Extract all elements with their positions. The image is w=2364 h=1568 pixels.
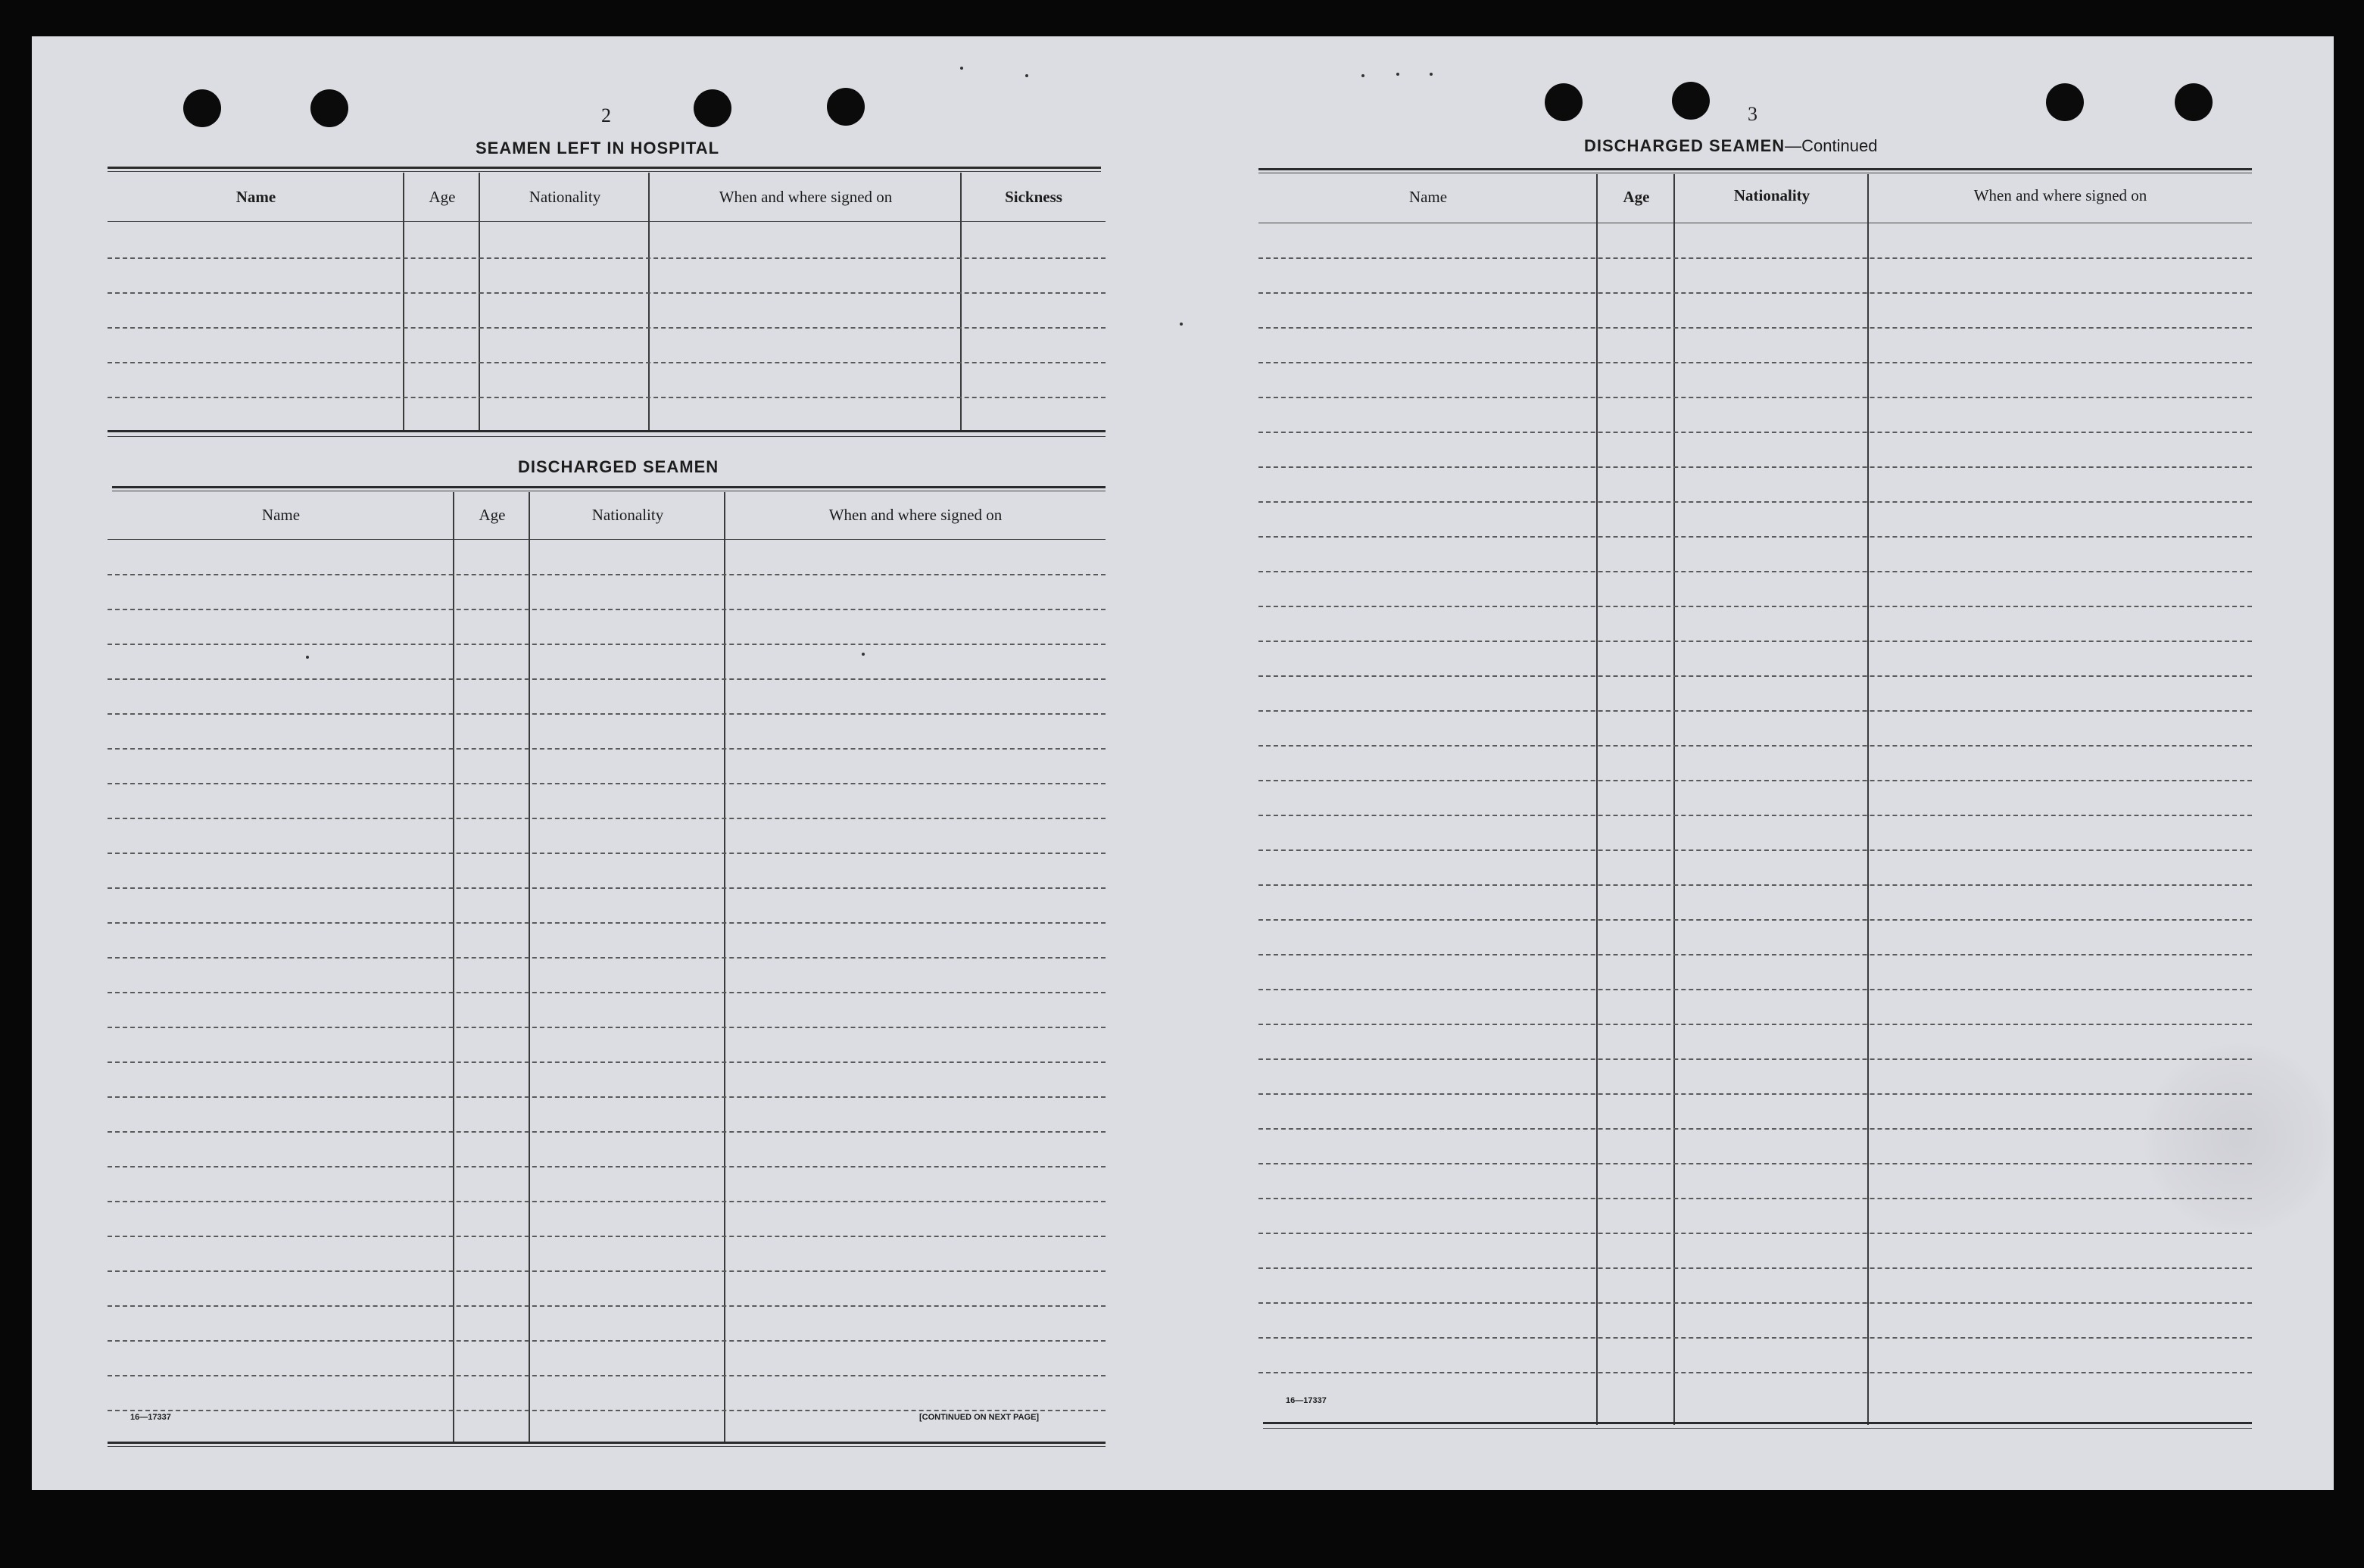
discharged-entry-line <box>108 644 1106 645</box>
punch-hole <box>827 88 865 126</box>
hospital-top-rule <box>108 167 1101 169</box>
right-entry-line <box>1258 1198 2252 1199</box>
dust-speck <box>862 653 865 656</box>
discharged-entry-line <box>108 678 1106 680</box>
punch-hole <box>694 89 731 127</box>
right-entry-line <box>1258 954 2252 955</box>
hospital-entry-line <box>108 327 1106 329</box>
discharged-entry-line <box>108 1201 1106 1202</box>
discharged-entry-line <box>108 1027 1106 1028</box>
discharged-header-name: Name <box>261 506 301 524</box>
discharged-continued-title <box>1584 136 1877 156</box>
punch-hole <box>1545 83 1583 121</box>
dust-speck <box>306 656 309 659</box>
hospital-entry-line <box>108 362 1106 363</box>
discharged-entry-line <box>108 992 1106 993</box>
right-entry-line <box>1258 675 2252 677</box>
punch-hole <box>2175 83 2213 121</box>
discharged-entry-line <box>108 609 1106 610</box>
right-entry-line <box>1258 884 2252 886</box>
right-entry-line <box>1258 362 2252 363</box>
right-header-signed-on: When and where signed on <box>1973 186 2147 204</box>
discharged-header-nationality: Nationality <box>591 506 664 524</box>
right-entry-line <box>1258 432 2252 433</box>
right-entry-line <box>1258 710 2252 712</box>
discharged-entry-line <box>108 713 1106 715</box>
right-entry-line <box>1258 1267 2252 1269</box>
right-entry-line <box>1258 1128 2252 1130</box>
hospital-entry-line <box>108 292 1106 294</box>
right-entry-line <box>1258 327 2252 329</box>
right-entry-line <box>1258 606 2252 607</box>
discharged-entry-line <box>108 1375 1106 1376</box>
right-entry-line <box>1258 641 2252 642</box>
right-top-rule <box>1258 168 2252 170</box>
right-entry-line <box>1258 292 2252 294</box>
dust-speck <box>1180 323 1183 326</box>
hospital-header-name: Name <box>235 188 276 206</box>
discharged-header-signed-on: When and where signed on <box>828 506 1003 524</box>
right-entry-line <box>1258 780 2252 781</box>
discharged-continued-title-main: DISCHARGED SEAMEN <box>1584 136 1785 155</box>
dust-speck <box>1430 73 1433 76</box>
right-entry-line <box>1258 1302 2252 1304</box>
discharged-entry-line <box>108 853 1106 854</box>
hospital-header-age: Age <box>429 188 456 206</box>
hospital-bottom-rule <box>108 430 1106 432</box>
punch-hole <box>2046 83 2084 121</box>
hospital-header-sickness: Sickness <box>1005 188 1062 206</box>
discharged-entry-line <box>108 1270 1106 1272</box>
hospital-header-signed-on: When and where signed on <box>719 188 893 206</box>
right-entry-line <box>1258 849 2252 851</box>
right-entry-line <box>1258 536 2252 538</box>
discharged-entry-line <box>108 1236 1106 1237</box>
left-form-number: 16—17337 <box>130 1413 171 1422</box>
right-entry-line <box>1258 571 2252 572</box>
discharged-entry-line <box>108 957 1106 959</box>
right-entry-line <box>1258 257 2252 259</box>
right-entry-line <box>1258 397 2252 398</box>
discharged-entry-line <box>108 1096 1106 1098</box>
right-entry-line <box>1258 1233 2252 1234</box>
discharged-section-title: DISCHARGED SEAMEN <box>518 457 719 476</box>
right-header-name: Name <box>1408 188 1448 206</box>
right-entry-line <box>1258 1093 2252 1095</box>
discharged-entry-line <box>108 887 1106 889</box>
right-entry-line <box>1258 815 2252 816</box>
right-entry-line <box>1258 501 2252 503</box>
discharged-entry-line <box>108 748 1106 750</box>
right-entry-line <box>1258 919 2252 921</box>
discharged-entry-line <box>108 1131 1106 1133</box>
faded-stamp-mark <box>2137 1043 2341 1233</box>
discharged-header-rule <box>108 539 1106 540</box>
right-entry-line <box>1258 1058 2252 1060</box>
left-page-number: 2 <box>601 104 611 126</box>
right-entry-line <box>1258 1163 2252 1164</box>
continued-note: [CONTINUED ON NEXT PAGE] <box>919 1413 1040 1422</box>
discharged-entry-line <box>108 1305 1106 1307</box>
hospital-header-nationality: Nationality <box>529 188 601 206</box>
right-page-number: 3 <box>1748 103 1757 125</box>
discharged-bottom-rule <box>108 1442 1106 1444</box>
discharged-continued-title-sub: —Continued <box>1785 136 1878 155</box>
discharged-entry-line <box>108 1410 1106 1411</box>
scanned-form-page-spread <box>32 36 2334 1490</box>
hospital-entry-line <box>108 397 1106 398</box>
right-header-age: Age <box>1623 188 1650 206</box>
discharged-entry-line <box>108 1166 1106 1167</box>
dust-speck <box>960 67 963 70</box>
right-entry-line <box>1258 1372 2252 1373</box>
discharged-header-age: Age <box>479 506 506 524</box>
discharged-top-rule <box>112 486 1106 488</box>
dust-speck <box>1361 74 1364 77</box>
right-form-number: 16—17337 <box>1286 1396 1327 1405</box>
right-header-nationality: Nationality <box>1733 186 1810 204</box>
dust-speck <box>1396 73 1399 76</box>
right-entry-line <box>1258 1337 2252 1339</box>
right-bottom-rule <box>1263 1422 2252 1424</box>
punch-hole <box>183 89 221 127</box>
discharged-entry-line <box>108 818 1106 819</box>
discharged-entry-line <box>108 922 1106 924</box>
discharged-entry-line <box>108 1061 1106 1063</box>
discharged-entry-line <box>108 574 1106 575</box>
hospital-header-rule <box>108 221 1106 222</box>
right-entry-line <box>1258 466 2252 468</box>
right-entry-line <box>1258 1024 2252 1025</box>
discharged-entry-line <box>108 783 1106 784</box>
right-entry-line <box>1258 989 2252 990</box>
right-entry-line <box>1258 745 2252 747</box>
discharged-entry-line <box>108 1340 1106 1342</box>
punch-hole <box>310 89 348 127</box>
punch-hole <box>1672 82 1710 120</box>
dust-speck <box>1025 74 1028 77</box>
hospital-section-title: SEAMEN LEFT IN HOSPITAL <box>476 139 720 157</box>
hospital-entry-line <box>108 257 1106 259</box>
